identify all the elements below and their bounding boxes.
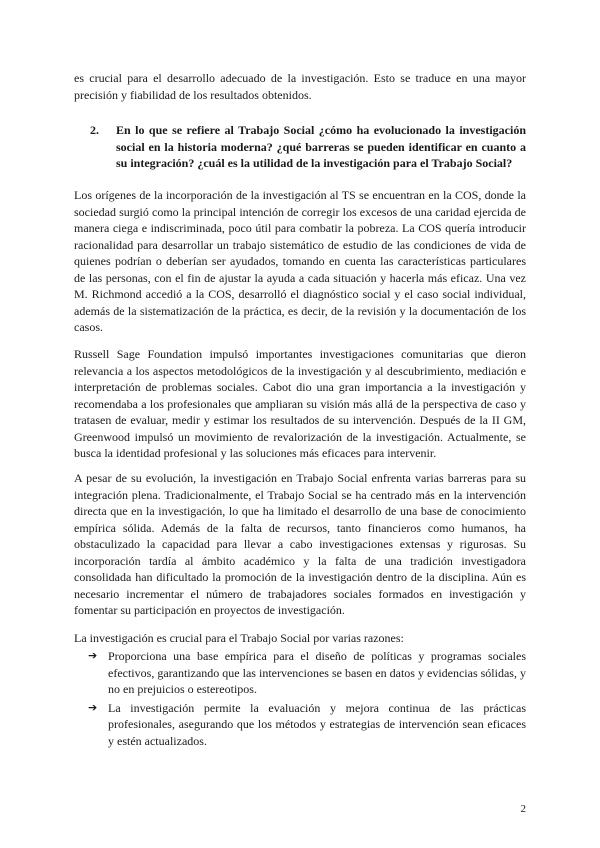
list-item [88, 700, 526, 750]
paragraph-barriers: A pesar de su evolución, la investigación en Trabajo Social enfrenta varias barreras para su integración plena. Tradicionalmente, el Trabajo Social se ha centrado más en la intervención directa que en la investigación, lo que ha limitado el desarrollo de una base de conocimiento empírica sólida. Además de la falta de recursos, tanto financieros como humanos, ha obstaculizado la capacidad para llevar a cabo investigaciones extensas y rigurosas. Su incorporación tardía al ámbito académico y la falta de una tradición investigadora consolidada han dificultado la promoción de la investigación dentro de la disciplina. Aún es necesario incrementar el número de trabajadores sociales formados en investigación y fomentar su participación en proyectos de investigación. [74, 471, 526, 617]
heading-text: En lo que se refiere al Trabajo Social ¿cómo ha evolucionado la investigación social en la historia moderna? ¿qué barreras se pueden identificar en cuanto a su integración? ¿cuál es la utilidad de la investigación para el Trabajo Social? [116, 123, 526, 170]
reasons-list [88, 648, 526, 751]
heading-number: 2. [90, 123, 99, 137]
intro-paragraph: es crucial para el desarrollo adecuado de la investigación. Esto se traduce en una mayor precisión y fiabilidad de los resultados obtenidos. [74, 71, 526, 102]
paragraph-origins: Los orígenes de la incorporación de la investigación al TS se encuentran en la COS, donde la sociedad surgió como la principal intención de corregir los excesos de una caridad ejercida de manera ciega e indiscriminada, poco útil para combatir la pobreza. La COS quería introducir racionalidad para desarrollar un trabajo sistemático de estudio de las condiciones de vida de quienes podrían o deberían ser ayudados, tomando en cuenta las características particulares de las personas, con el fin de ajustar la ayuda a cada situación y hacerla más eficaz. Una vez M. Richmond accedió a la COS, desarrolló el diagnóstico social y el caso social individual, además de la sistematización de la práctica, es decir, de la revisión y la documentación de los casos. [74, 188, 526, 334]
paragraph-foundation: Russell Sage Foundation impulsó importantes investigaciones comunitarias que dieron relevancia a los aspectos metodológicos de la investigación y al descubrimiento, mediación e interpretación de problemas sociales. Cabot dio una gran importancia a la investigación y recomendaba a los profesionales que ampliaran su visión más allá de la perspectiva de caso y tratasen de evaluar, medir y estimar los resultados de su intervención. Después de la II GM, Greenwood impulsó un movimiento de revalorización de la investigación. Actualmente, se busca la identidad profesional y las soluciones más eficaces para intervenir. [74, 347, 526, 460]
arrow-right-icon: ➔ [88, 649, 98, 662]
list-lead: La investigación es crucial para el Trabajo Social por varias razones: [74, 631, 404, 645]
page-number: 2 [520, 803, 526, 815]
list-item-text: La investigación permite la evaluación y mejora continua de las prácticas profesionales, asegurando que los métodos y estrategias de intervención sean eficaces y estén actualizados. [108, 700, 526, 748]
arrow-right-icon: ➔ [88, 700, 98, 714]
list-item [88, 648, 526, 698]
section-heading [90, 122, 526, 172]
list-item-text: Proporciona una base empírica para el diseño de políticas y programas sociales efectivos, garantizando que las intervenciones se basen en datos y evidencias sólidas, y no en prejuicios o estereotipos. [108, 649, 526, 696]
